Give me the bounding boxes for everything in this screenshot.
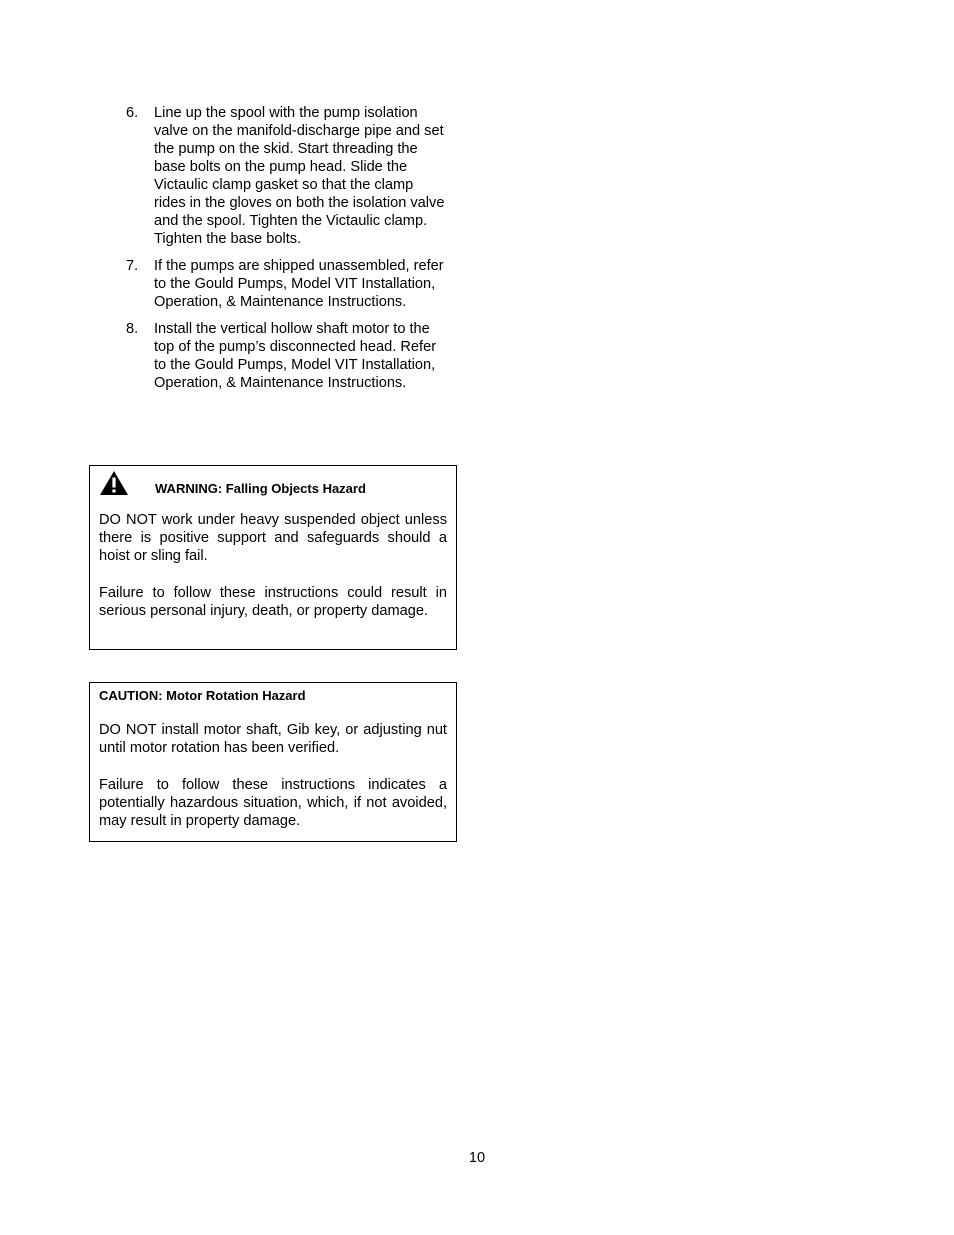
step-text: If the pumps are shipped unassembled, refer to the Gould Pumps, Model VIT Installation, Operation, & Maintenance Instructions. xyxy=(154,258,444,310)
step-number: 8. xyxy=(126,321,139,337)
warning-consequence: Failure to follow these instructions could result in serious personal injury, death, or property damage. xyxy=(99,585,447,619)
instruction-steps xyxy=(126,104,446,401)
step-text: Install the vertical hollow shaft motor to the top of the pump’s disconnected head. Refer to the Gould Pumps, Model VIT Installation, Operation, & Maintenance Instructions. xyxy=(154,321,437,391)
caution-consequence: Failure to follow these instructions indicates a potentially hazardous situation, which, if not avoided, may result in property damage. xyxy=(99,777,447,829)
caution-box xyxy=(89,682,457,842)
step-item xyxy=(126,257,446,311)
step-number: 6. xyxy=(126,105,139,121)
warning-triangle-icon xyxy=(99,470,129,496)
warning-box xyxy=(89,465,457,650)
caution-paragraph: DO NOT install motor shaft, Gib key, or adjusting nut until motor rotation has been verified. xyxy=(99,722,447,756)
warning-title: WARNING: Falling Objects Hazard xyxy=(155,481,366,496)
step-number: 7. xyxy=(126,258,139,274)
step-item xyxy=(126,320,446,392)
page-number: 10 xyxy=(468,1150,486,1166)
caution-header xyxy=(99,683,447,703)
caution-title: CAUTION: Motor Rotation Hazard xyxy=(99,688,306,703)
step-text: Line up the spool with the pump isolation valve on the manifold-discharge pipe and set the pump on the skid. Start threading the base bolts on the pump head. Slide the Victaulic clamp gasket so that the clamp rides in the gloves on both the isolation valve and the spool. Tighten the Victaulic clamp. Tighten the base bolts. xyxy=(154,105,445,247)
warning-header xyxy=(99,466,447,496)
warning-paragraph: DO NOT work under heavy suspended object unless there is positive support and safeguards should a hoist or sling fail. xyxy=(99,512,447,564)
step-item xyxy=(126,104,446,248)
